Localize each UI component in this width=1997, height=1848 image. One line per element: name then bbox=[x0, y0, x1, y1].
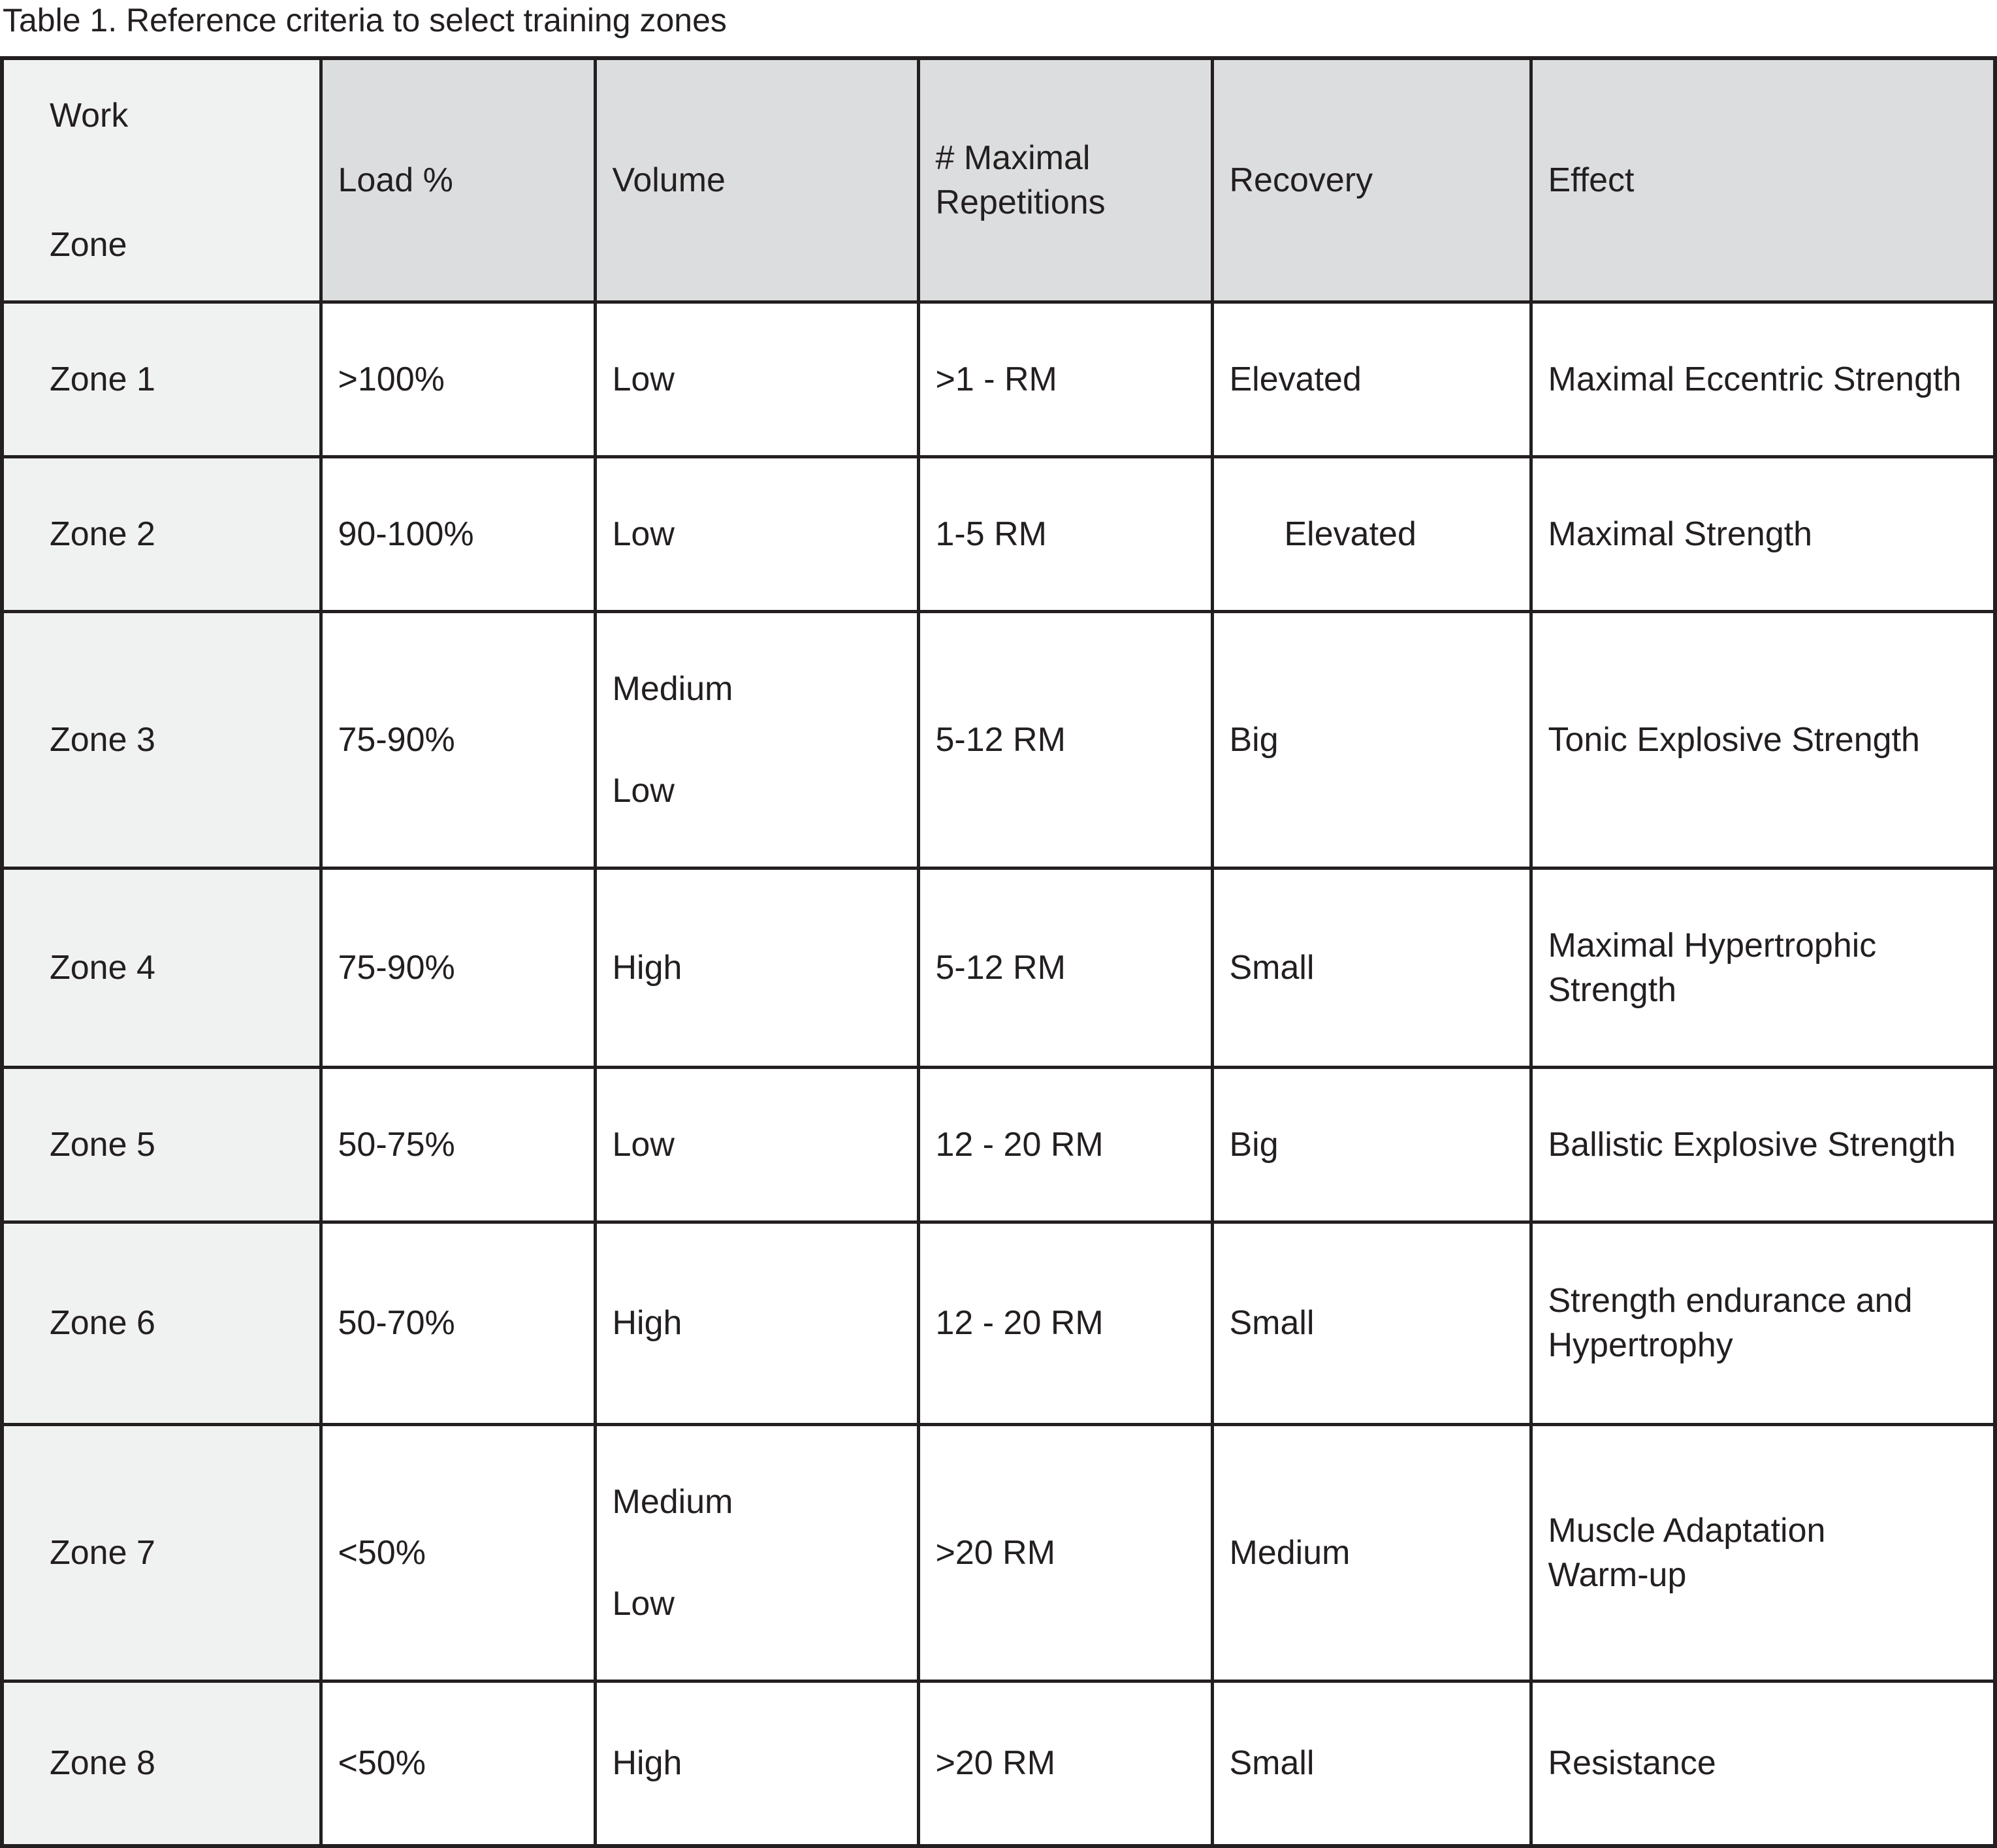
reps-cell: 12 - 20 RM bbox=[918, 1222, 1212, 1424]
recovery-cell: Big bbox=[1212, 611, 1531, 868]
load-cell: 90-100% bbox=[321, 456, 595, 611]
reps-cell: >20 RM bbox=[918, 1424, 1212, 1681]
effect-line: Warm-up bbox=[1548, 1555, 1687, 1594]
effect-cell bbox=[1531, 868, 1993, 1067]
column-header-load: Load % bbox=[321, 60, 595, 302]
table-row bbox=[4, 611, 1993, 868]
column-header-work-zone-line2: Zone bbox=[50, 225, 127, 264]
volume-line: Medium bbox=[612, 669, 733, 708]
volume-cell: Low bbox=[595, 1067, 918, 1222]
effect-cell: Resistance bbox=[1531, 1681, 1993, 1844]
effect-line: Muscle Adaptation bbox=[1548, 1511, 1826, 1550]
column-header-recovery: Recovery bbox=[1212, 60, 1531, 302]
reps-cell: 1-5 RM bbox=[918, 456, 1212, 611]
column-header-effect: Effect bbox=[1531, 60, 1993, 302]
volume-cell bbox=[595, 1424, 918, 1681]
zone-cell: Zone 6 bbox=[4, 1222, 321, 1424]
table-row bbox=[4, 1067, 1993, 1222]
volume-line: Low bbox=[612, 1584, 675, 1623]
load-cell: >100% bbox=[321, 302, 595, 456]
reps-cell: 5-12 RM bbox=[918, 868, 1212, 1067]
recovery-cell: Big bbox=[1212, 1067, 1531, 1222]
load-cell: 50-70% bbox=[321, 1222, 595, 1424]
column-header-max-reps-line1: # Maximal bbox=[935, 138, 1091, 177]
effect-line: Hypertrophy bbox=[1548, 1326, 1733, 1364]
table-row bbox=[4, 456, 1993, 611]
zone-cell: Zone 7 bbox=[4, 1424, 321, 1681]
effect-cell: Maximal Eccentric Strength bbox=[1531, 302, 1993, 456]
header-row bbox=[4, 60, 1993, 302]
recovery-cell: Elevated bbox=[1212, 456, 1531, 611]
column-header-work-zone bbox=[4, 60, 321, 302]
volume-cell: High bbox=[595, 1681, 918, 1844]
recovery-cell: Small bbox=[1212, 1681, 1531, 1844]
effect-line: Strength endurance and bbox=[1548, 1282, 1913, 1320]
column-header-max-reps bbox=[918, 60, 1212, 302]
zone-cell: Zone 3 bbox=[4, 611, 321, 868]
table-row bbox=[4, 302, 1993, 456]
table-caption: Table 1. Reference criteria to select training zones bbox=[3, 2, 727, 39]
column-header-max-reps-line2: Repetitions bbox=[935, 183, 1106, 221]
zone-cell: Zone 8 bbox=[4, 1681, 321, 1844]
reps-cell: >20 RM bbox=[918, 1681, 1212, 1844]
load-cell: 75-90% bbox=[321, 868, 595, 1067]
zone-cell: Zone 1 bbox=[4, 302, 321, 456]
table-row bbox=[4, 1681, 1993, 1844]
recovery-cell: Small bbox=[1212, 1222, 1531, 1424]
recovery-cell: Small bbox=[1212, 868, 1531, 1067]
effect-cell: Ballistic Explosive Strength bbox=[1531, 1067, 1993, 1222]
load-cell: <50% bbox=[321, 1424, 595, 1681]
training-zones-table bbox=[4, 60, 1993, 1844]
zone-cell: Zone 2 bbox=[4, 456, 321, 611]
volume-line: Medium bbox=[612, 1482, 733, 1521]
recovery-cell: Elevated bbox=[1212, 302, 1531, 456]
volume-line: Low bbox=[612, 771, 675, 810]
effect-cell bbox=[1531, 1424, 1993, 1681]
effect-cell: Tonic Explosive Strength bbox=[1531, 611, 1993, 868]
column-header-work-zone-line1: Work bbox=[50, 96, 129, 135]
load-cell: 50-75% bbox=[321, 1067, 595, 1222]
effect-cell bbox=[1531, 1222, 1993, 1424]
reps-cell: 12 - 20 RM bbox=[918, 1067, 1212, 1222]
training-zones-table-frame bbox=[0, 56, 1997, 1848]
zone-cell: Zone 4 bbox=[4, 868, 321, 1067]
column-header-volume: Volume bbox=[595, 60, 918, 302]
effect-line: Strength bbox=[1548, 970, 1677, 1009]
table-row bbox=[4, 868, 1993, 1067]
table-row bbox=[4, 1424, 1993, 1681]
effect-line: Maximal Hypertrophic bbox=[1548, 926, 1877, 964]
volume-cell: High bbox=[595, 1222, 918, 1424]
volume-cell: Low bbox=[595, 302, 918, 456]
load-cell: <50% bbox=[321, 1681, 595, 1844]
reps-cell: >1 - RM bbox=[918, 302, 1212, 456]
table-row bbox=[4, 1222, 1993, 1424]
recovery-cell: Medium bbox=[1212, 1424, 1531, 1681]
reps-cell: 5-12 RM bbox=[918, 611, 1212, 868]
volume-cell bbox=[595, 611, 918, 868]
volume-cell: High bbox=[595, 868, 918, 1067]
volume-cell: Low bbox=[595, 456, 918, 611]
load-cell: 75-90% bbox=[321, 611, 595, 868]
zone-cell: Zone 5 bbox=[4, 1067, 321, 1222]
effect-cell: Maximal Strength bbox=[1531, 456, 1993, 611]
